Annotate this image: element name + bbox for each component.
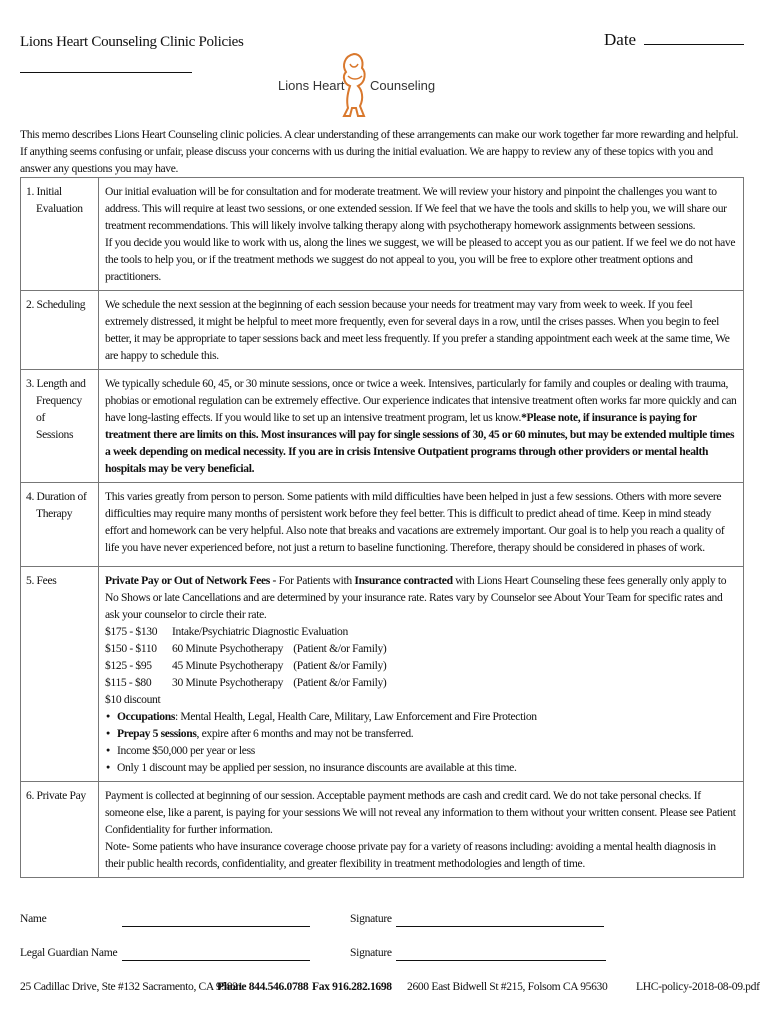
text-span: Income $50,000 per year or less xyxy=(117,744,255,757)
table-row xyxy=(21,782,744,878)
name-line[interactable] xyxy=(122,916,310,930)
signature-label: Signature xyxy=(350,912,392,925)
logo-text-left: Lions Heart xyxy=(278,78,345,93)
paragraph: We typically schedule 60, 45, or 30 minute sessions, once or twice a week. Intensives, particularly for family and couples or dealing with trauma, phobias or emotional regulation can be extremely effective. Our experience indicates that intensive treatment often works far more quickly and can have long-lasting effects. If you would like to set up an intensive treatment program, let us know. xyxy=(105,377,737,424)
footer-address-folsom: 2600 East Bidwell St #215, Folsom CA 95630 xyxy=(407,980,608,993)
guardian-label: Legal Guardian Name xyxy=(20,946,118,959)
row-label xyxy=(21,178,99,291)
row-label xyxy=(21,782,99,878)
rate-row xyxy=(105,657,737,674)
label-line: 6. Private Pay xyxy=(26,789,86,802)
row-content xyxy=(99,370,744,483)
row-content xyxy=(99,178,744,291)
rate-price: $175 - $130 xyxy=(105,625,158,638)
text-span: Insurance contracted xyxy=(354,574,453,587)
discount-list xyxy=(105,708,737,776)
table-row xyxy=(21,178,744,291)
text-span: Occupations xyxy=(117,710,175,723)
list-item xyxy=(117,759,737,776)
text-span: For Patients with xyxy=(278,574,355,587)
label-line: 3. Length and xyxy=(26,377,86,390)
rate-row xyxy=(105,623,737,640)
signature-label: Signature xyxy=(350,946,392,959)
text-span: , expire after 6 months and may not be transferred. xyxy=(196,727,414,740)
name-field xyxy=(20,912,46,925)
footer-address-sacramento: 25 Cadillac Drive, Ste #132 Sacramento, CA 95821 xyxy=(20,980,244,993)
table-row xyxy=(21,370,744,483)
lions-heart-logo xyxy=(278,50,434,120)
footer-document-id: LHC-policy-2018-08-09.pdf xyxy=(636,980,760,993)
text-span: Prepay 5 sessions xyxy=(117,727,197,740)
table-row xyxy=(21,291,744,370)
table-row xyxy=(21,567,744,782)
fees-heading: Private Pay or Out of Network Fees - xyxy=(105,574,279,587)
guardian-signature-field xyxy=(350,946,392,959)
date-blank[interactable] xyxy=(644,30,744,45)
paragraph: If you decide you would like to work with us, along the lines we suggest, we will be pleased to accept you as our patient. If we feel we do not have the tools to help you, or if the treatment methods we suggest do not appeal to you, you will be free to explore other treatment options and practitioners. xyxy=(105,236,736,283)
table-row xyxy=(21,483,744,567)
rate-row xyxy=(105,640,737,657)
text-span: Only 1 discount may be applied per session, no insurance discounts are available at this time. xyxy=(117,761,517,774)
signature-line[interactable] xyxy=(396,916,604,930)
signature-field xyxy=(350,912,392,925)
list-item xyxy=(117,725,737,742)
label-line: 2. Scheduling xyxy=(26,298,86,311)
rate-row xyxy=(105,674,737,691)
row-label xyxy=(21,483,99,567)
rate-price: $125 - $95 xyxy=(105,659,152,672)
guardian-line[interactable] xyxy=(122,950,310,964)
row-label xyxy=(21,291,99,370)
document-title: Lions Heart Counseling Clinic Policies xyxy=(20,34,244,50)
label-line: Evaluation xyxy=(36,202,83,215)
row-content xyxy=(99,567,744,782)
row-label xyxy=(21,567,99,782)
label-line: Therapy xyxy=(36,507,73,520)
list-item xyxy=(117,708,737,725)
footer-phone: Phone 844.546.0788 xyxy=(217,980,309,993)
label-line: 4. Duration of xyxy=(26,490,87,503)
label-line: 1. Initial xyxy=(26,185,62,198)
row-content xyxy=(99,483,744,567)
rate-desc: 45 Minute Psychotherapy (Patient &/or Family) xyxy=(172,659,387,672)
policies-table xyxy=(20,177,744,878)
name-label: Name xyxy=(20,912,47,925)
paragraph: This varies greatly from person to person. Some patients with mild difficulties have been helped in just a few sessions. Others with more severe difficulties may require many months of persistent work before they feel better. This is difficult to predict ahead of time. Keep in mind steady effort and homework can be very helpful. Also note that breaks and vacations are extremely important. Our goal is to help you reach a quality of life you have never experienced before, not just a return to baseline functioning. Therefore, therapy should be considered in phases of work. xyxy=(105,490,725,554)
paragraph: Our initial evaluation will be for consultation and for moderate treatment. We will review your history and pinpoint the challenges you want to address. This will require at least two sessions, or one extended session. If We feel that we have the tools and skills to help you, we will share our treatment recommendations. This will likely involve talking therapy along with psychotherapy homework assignments between sessions. xyxy=(105,185,727,232)
row-content xyxy=(99,291,744,370)
row-label xyxy=(21,370,99,483)
rate-desc: 30 Minute Psychotherapy (Patient &/or Family) xyxy=(172,676,387,689)
text-span: : Mental Health, Legal, Health Care, Military, Law Enforcement and Fire Protection xyxy=(175,710,537,723)
label-line: Frequency of xyxy=(36,394,82,424)
title-underline xyxy=(20,72,192,73)
rate-desc: 60 Minute Psychotherapy (Patient &/or Family) xyxy=(172,642,387,655)
guardian-signature-line[interactable] xyxy=(396,950,606,964)
list-item xyxy=(117,742,737,759)
row-content xyxy=(99,782,744,878)
rate-desc: Intake/Psychiatric Diagnostic Evaluation xyxy=(172,625,348,638)
text-span: with Lions Heart Counseling these fees generally only apply to No Shows or late Cancellations and are determined by your insurance rate. Rates vary by Counselor see About Your Team for specific rates and ask your counselor to circle their rate. xyxy=(105,574,727,621)
label-line: Sessions xyxy=(36,428,74,441)
insurance-note: *Please note, if insurance is paying for treatment there are limits on this. Most insurances will pay for single sessions of 30, 45 or 60 minutes, but may be extended multiple times a week depending on medical necessity. If you are in crisis Intensive Outpatient programs through other providers or mental health hospitals may be very beneficial. xyxy=(105,411,735,475)
paragraph: We schedule the next session at the beginning of each session because your needs for treatment may vary from week to week. If you feel extremely distressed, it might be helpful to meet more frequently, even for several days in a row, until the crises passes. When you begin to feel better, it may be appropriate to taper sessions back and meet less frequently. If you prefer a standing appointment each week at the same time, We are happy to schedule this. xyxy=(105,298,730,362)
date-label: Date xyxy=(604,30,637,49)
logo-text-right: Counseling xyxy=(370,78,436,93)
guardian-field xyxy=(20,946,117,959)
rate-price: $150 - $110 xyxy=(105,642,157,655)
paragraph: Note- Some patients who have insurance coverage choose private pay for a variety of reasons including: avoiding a mental health diagnosis in their public health records, confidentiality, and greater flexibility in treatment methodologies and length of time. xyxy=(105,840,716,870)
date-field xyxy=(604,30,744,50)
footer-fax: Fax 916.282.1698 xyxy=(312,980,392,993)
intro-paragraph: This memo describes Lions Heart Counseling clinic policies. A clear understanding of these arrangements can make our work together far more rewarding and helpful. If anything seems confusing or unfair, please discuss your concerns with us during the initial evaluation. We are happy to review any of these topics with you and answer any questions you may have. xyxy=(20,128,739,175)
rate-price: $115 - $80 xyxy=(105,676,152,689)
label-line: 5. Fees xyxy=(26,574,57,587)
paragraph: Payment is collected at beginning of our session. Acceptable payment methods are cash and credit card. We do not take personal checks. If someone else, like a parent, is paying for your sessions We will not reveal any information to them without your written consent. Please see Patient Confidentiality for further information. xyxy=(105,789,736,836)
fees-intro xyxy=(105,572,737,623)
lion-logo-icon xyxy=(336,50,372,120)
discount-heading: $10 discount xyxy=(105,693,161,706)
